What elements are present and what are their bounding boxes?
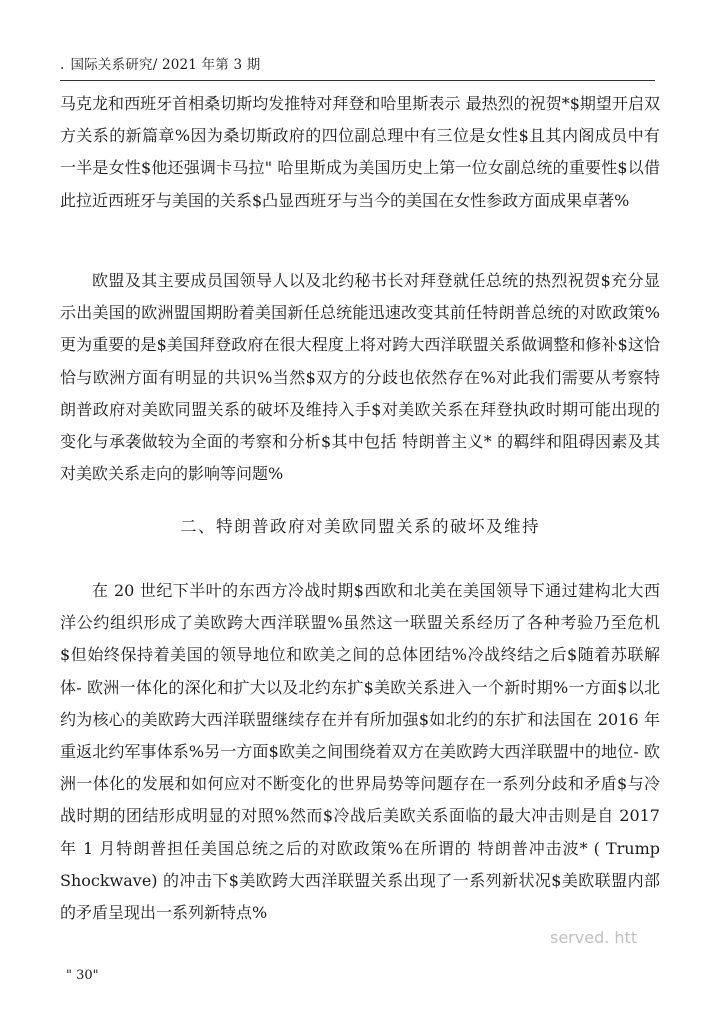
header-marker: . (60, 57, 65, 73)
section-heading: 二、特朗普政府对美欧同盟关系的破坏及维持 (180, 517, 540, 536)
running-header (60, 53, 260, 73)
journal-title: 国际关系研究/ 2021 年第 3 期 (70, 57, 261, 73)
paragraph-1: 马克龙和西班牙首相桑切斯均发推特对拜登和哈里斯表示 最热烈的祝贺*$期望开启双方关系的新篇章%因为桑切斯政府的四位副总理中有三位是女性$且其内阁成员中有一半是女性$他还强调卡马拉" 哈里斯成为美国历史上第一位女副总统的重要性$以借此拉近西班牙与美国的关系$凸显西班牙与当今的美国在女性参政方面成果卓著% (60, 94, 660, 210)
paragraph-block-1 (60, 88, 660, 217)
paragraph-3: 在 20 世纪下半叶的东西方冷战时期$西欧和北美在美国领导下通过建构北大西洋公约组织形成了美欧跨大西洋联盟%虽然这一联盟关系经历了各种考验乃至危机$但始终保持着美国的领导地位和欧美之间的总体团结%冷战终结之后$随着苏联解体- 欧洲一体化的深化和扩大以及北约东扩$美欧关系进入一个新时期%一方面$以北约为核心的美欧跨大西洋联盟继续存在并有所加强$如北约的东扩和法国在 2016 年重返北约军事体系%另一方面$欧美之间围绕着双方在美欧跨大西洋联盟中的地位- 欧洲一体化的发展和如何应对不断变化的世界局势等问题存在一系列分歧和矛盾$与冷战时期的团结形成明显的对照%然而$冷战后美欧关系面临的最大冲击则是自 2017 年 1 月特朗普担任美国总统之后的对欧政策%在所谓的 特朗普冲击波* ( Trump Shockwave) 的冲击下$美欧跨大西洋联盟关系出现了一系列新状况$美欧联盟内部的矛盾呈现出一系列新特点% (60, 581, 660, 923)
paragraph-2: 欧盟及其主要成员国领导人以及北约秘书长对拜登就任总统的热烈祝贺$充分显示出美国的欧洲盟国期盼着美国新任总统能迅速改变其前任特朗普总统的对欧政策%更为重要的是$美国拜登政府在很大程度上将对跨大西洋联盟关系做调整和修补$这恰恰与欧洲方面有明显的共识%当然$双方的分歧也依然存在%对此我们需要从考察特朗普政府对美欧同盟关系的破坏及维持入手$对美欧关系在拜登执政时期可能出现的变化与承袭做较为全面的考察和分析$其中包括 特朗普主义* 的羁绊和阻碍因素及其对美欧关系走向的影响等问题% (60, 271, 660, 484)
watermark-text: served. htt (550, 928, 638, 947)
page-number: " 30" (66, 968, 99, 983)
paragraph-block-3 (60, 575, 660, 929)
paragraph-block-2 (60, 265, 660, 490)
header-rule (60, 80, 655, 81)
